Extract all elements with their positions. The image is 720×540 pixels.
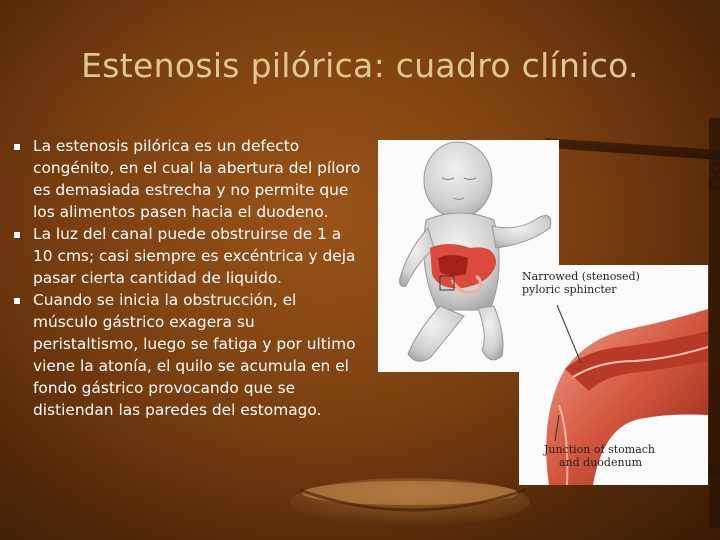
bullet-item	[14, 223, 362, 289]
slide-title: Estenosis pilórica: cuadro clínico.	[81, 46, 639, 85]
pyloric-stenosis-diagram	[519, 265, 708, 485]
bullet-text: Cuando se inicia la obstrucción, el músculo gástrico exagera su peristaltismo, luego se fatiga y por ultimo viene la atonía, el quilo se acumula en el fondo gástrico provocando que se distiendan las paredes del estomago.	[33, 291, 356, 419]
bullet-square-icon	[14, 144, 20, 150]
bullet-square-icon	[14, 298, 20, 304]
bullet-item	[14, 135, 362, 223]
caption-junction-line1: Junction of stomach	[544, 443, 655, 456]
caption-junction-line2: and duodenum	[559, 456, 643, 469]
bullet-square-icon	[14, 232, 20, 238]
bullet-text: La luz del canal puede obstruirse de 1 a 10 cms; casi siempre es excéntrica y deja pasar cierta cantidad de liquido.	[33, 225, 356, 287]
caption-narrowed-line1: Narrowed (stenosed)	[522, 270, 640, 283]
bullet-list	[14, 135, 362, 421]
bullet-text: La estenosis pilórica es un defecto congénito, en el cual la abertura del píloro es demasiada estrecha y no permite que los alimentos pasen hacia el duodeno.	[33, 137, 361, 221]
caption-narrowed-line2: pyloric sphincter	[522, 283, 617, 296]
bullet-item	[14, 289, 362, 421]
